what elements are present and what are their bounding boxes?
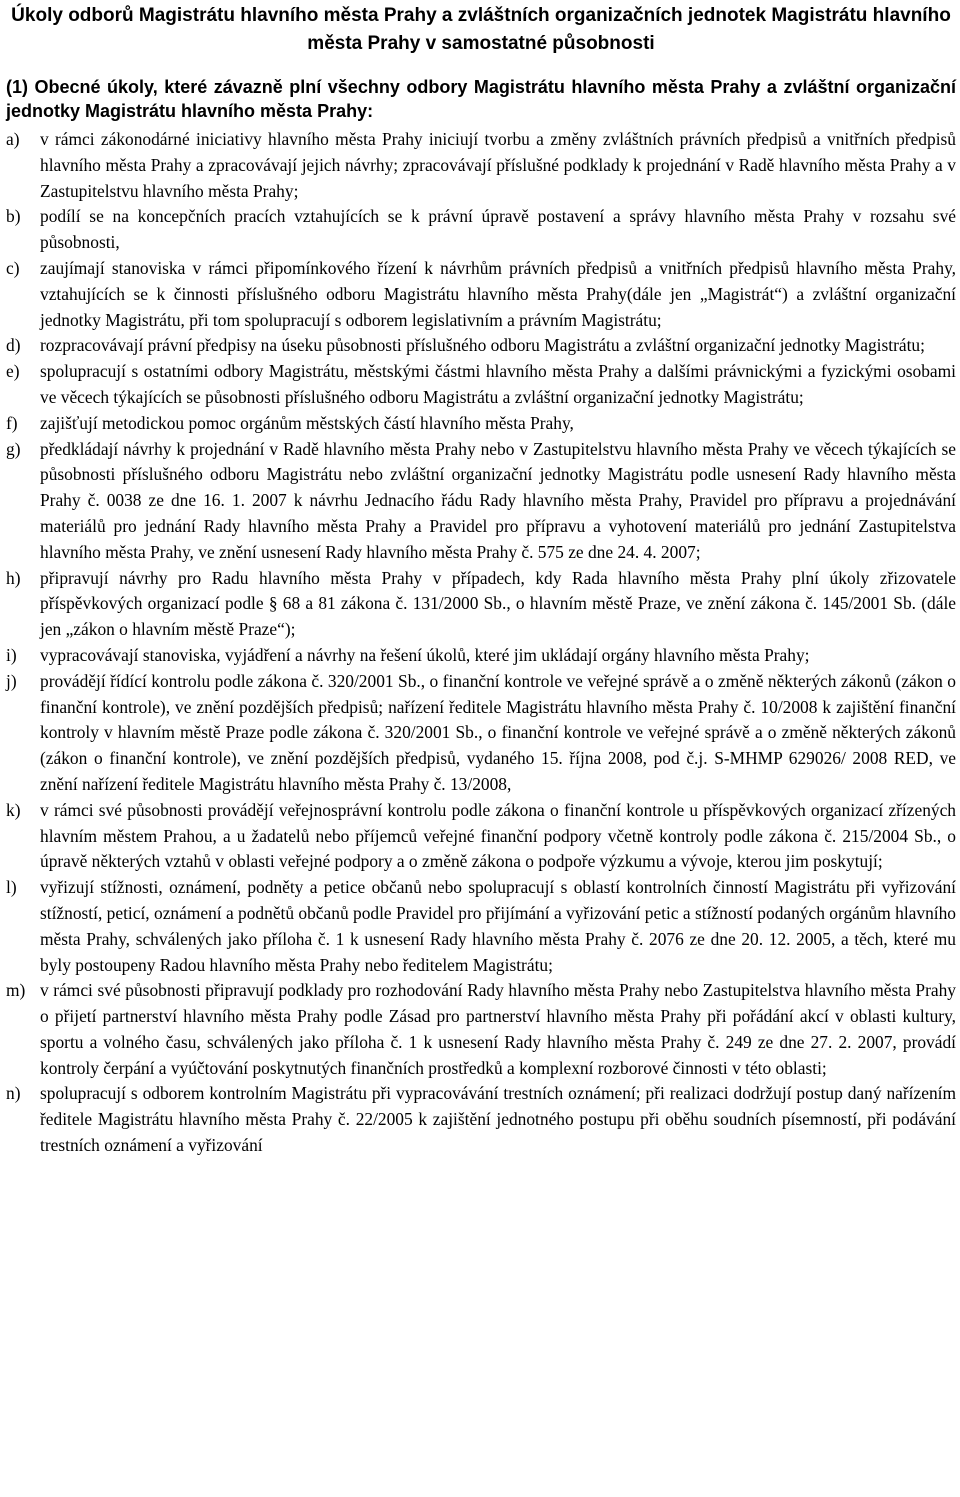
- list-item-text: zaujímají stanoviska v rámci připomínkového řízení k návrhům právních předpisů a vnitřních předpisů hlavního města Prahy, vztahujících se k činnosti příslušného odboru Magistrátu hlavního města Prahy(dále jen „Magistrát“) a zvláštní organizační jednotky Magistrátu, při tom spolupracují s odborem legislativním a právním Magistrátu;: [40, 257, 956, 330]
- list-item: [6, 437, 956, 566]
- list-item: [6, 359, 956, 411]
- list-item-text: vyřizují stížnosti, oznámení, podněty a petice občanů nebo spolupracují s oblastí kontrolních činností Magistrátu při vyřizování stížností, peticí, oznámení a podnětů občanů podle Pravidel pro přijímání a vyřizování petic a stížností podaných orgánům hlavního města Prahy, schválených jako příloha č. 1 k usnesení Rady hlavního města Prahy č. 2076 ze dne 20. 12. 2005, a těch, které mu byly postoupeny Radou hlavního města Prahy nebo ředitelem Magistrátu;: [40, 877, 956, 975]
- list-item: [6, 204, 956, 256]
- list-item-marker: h): [6, 567, 21, 588]
- list-item: [6, 875, 956, 978]
- list-item-marker: b): [6, 206, 21, 227]
- list-item: [6, 1081, 956, 1158]
- list-item-text: rozpracovávají právní předpisy na úseku působnosti příslušného odboru Magistrátu a zvláštní organizační jednotky Magistrátu;: [40, 335, 925, 356]
- list-item: [6, 643, 956, 669]
- list-item-text: spolupracují s odborem kontrolním Magistrátu při vypracovávání trestních oznámení; při realizaci dodržují postup daný nařízením ředitele Magistrátu hlavního města Prahy č. 22/2005 k zajištění jednotného postupu při oběhu soudních písemností, při podávání trestních oznámení a vyřizování: [40, 1083, 956, 1156]
- list-item-text: v rámci zákonodárné iniciativy hlavního města Prahy iniciují tvorbu a změny zvláštních právních předpisů a vnitřních předpisů hlavního města Prahy a zpracovávají jejich návrhy; zpracovávají příslušné podklady k projednání v Radě hlavního města Prahy a v Zastupitelstvu hlavního města Prahy;: [40, 129, 956, 201]
- list-item: [6, 333, 956, 359]
- list-item: [6, 798, 956, 875]
- list-item-marker: g): [6, 438, 21, 459]
- list-item-marker: l): [6, 877, 17, 898]
- list-item-marker: f): [6, 412, 18, 433]
- list-item-marker: j): [6, 670, 17, 691]
- list-item: [6, 256, 956, 333]
- list-item-marker: n): [6, 1083, 21, 1104]
- list-item: [6, 669, 956, 798]
- list-item: [6, 411, 956, 437]
- list-item-marker: e): [6, 361, 20, 382]
- list-item: [6, 566, 956, 643]
- list-item-marker: i): [6, 644, 17, 665]
- list-item-text: připravují návrhy pro Radu hlavního města Prahy v případech, kdy Rada hlavního města Prahy plní úkoly zřizovatele příspěvkových organizací podle § 68 a 81 zákona č. 131/2000 Sb., o hlavním městě Praze, ve znění zákona č. 145/2001 Sb. (dále jen „zákon o hlavním městě Praze“);: [40, 567, 956, 640]
- list-item: [6, 127, 956, 204]
- list-item-text: spolupracují s ostatními odbory Magistrátu, městskými částmi hlavního města Prahy a dalšími právnickými a fyzickými osobami ve věcech týkajících se působnosti příslušného odboru Magistrátu a zvláštní organizační jednotky Magistrátu;: [40, 361, 956, 407]
- list-item-text: podílí se na koncepčních pracích vztahujících se k právní úpravě postavení a správy hlavního města Prahy v rozsahu své působnosti,: [40, 206, 956, 253]
- list-item-text: vypracovávají stanoviska, vyjádření a návrhy na řešení úkolů, které jim ukládají orgány hlavního města Prahy;: [40, 644, 810, 665]
- document-title: Úkoly odborů Magistrátu hlavního města Prahy a zvláštních organizačních jednotek Magistrátu hlavního města Prahy v samostatné působnosti: [11, 5, 951, 54]
- list-item-marker: k): [6, 799, 21, 820]
- section-heading: (1) Obecné úkoly, které závazně plní všechny odbory Magistrátu hlavního města Prahy a zvláštní organizační jednotky Magistrátu hlavního města Prahy:: [6, 77, 956, 121]
- list-item: [6, 978, 956, 1081]
- list-item-marker: a): [6, 129, 20, 149]
- task-list: [6, 127, 956, 1159]
- list-item-marker: c): [6, 257, 20, 278]
- list-item-text: v rámci své působnosti provádějí veřejnosprávní kontrolu podle zákona o finanční kontrole u příspěvkových organizací zřízených hlavním městem Prahou, a u žadatelů nebo příjemců veřejné finanční podpory včetně kontroly podle zákona č. 215/2004 Sb., o úpravě některých vztahů v oblasti veřejné podpory a o změně zákona o podpoře výzkumu a vývoje, kterou jim poskytují;: [40, 799, 956, 872]
- list-item-text: předkládají návrhy k projednání v Radě hlavního města Prahy nebo v Zastupitelstvu hlavního města Prahy ve věcech týkajících se působnosti příslušného odboru Magistrátu nebo zvláštní organizační jednotky Magistrátu podle usnesení Rady hlavního města Prahy č. 0038 ze dne 16. 1. 2007 k návrhu Jednacího řádu Rady hlavního města Prahy, Pravidel pro přípravu a projednávání materiálů pro jednání Rady hlavního města Prahy a Pravidel pro přípravu a vyhotovení materiálů pro jednání Zastupitelstva hlavního města Prahy, ve znění usnesení Rady hlavního města Prahy č. 575 ze dne 24. 4. 2007;: [40, 438, 956, 562]
- list-item-text: v rámci své působnosti připravují podklady pro rozhodování Rady hlavního města Prahy nebo Zastupitelstva hlavního města Prahy o přijetí partnerství hlavního města Prahy podle Zásad pro partnerství hlavního města Prahy při pořádání akcí v oblasti kultury, sportu a volného času, schválených jako příloha č. 1 k usnesení Rady hlavního města Prahy č. 249 ze dne 27. 2. 2007, provádí kontroly čerpání a vyúčtování poskytnutých finančních prostředků a komplexní rozborové činnosti v této oblasti;: [40, 980, 956, 1078]
- list-item-marker: m): [6, 980, 26, 1001]
- list-item-text: zajišťují metodickou pomoc orgánům městských částí hlavního města Prahy,: [40, 412, 574, 433]
- list-item-text: provádějí řídící kontrolu podle zákona č. 320/2001 Sb., o finanční kontrole ve veřejné správě a o změně některých zákonů (zákon o finanční kontrole), ve znění pozdějších předpisů; nařízení ředitele Magistrátu hlavního města Prahy č. 10/2008 k zajištění finanční kontroly v hlavním městě Praze podle zákona č. 320/2001 Sb., o finanční kontrole ve veřejné správě a o změně některých zákonů (zákon o finanční kontrole), ve znění pozdějších předpisů, vydaného 15. října 2008, pod č.j. S-MHMP 629026/ 2008 RED, ve znění nařízení ředitele Magistrátu hlavního města Prahy č. 13/2008,: [40, 670, 956, 794]
- list-item-marker: d): [6, 335, 21, 356]
